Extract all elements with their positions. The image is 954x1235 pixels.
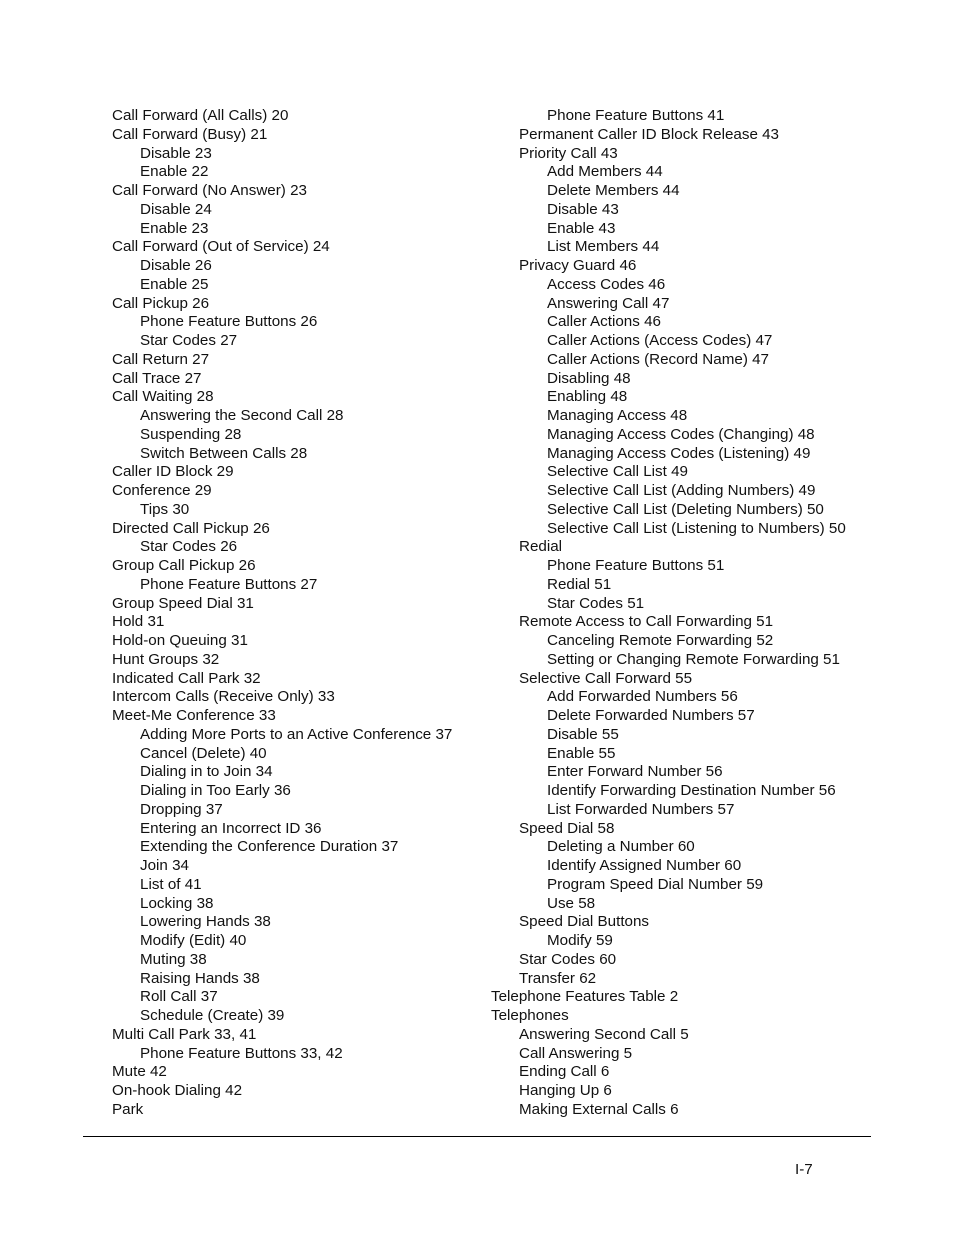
index-subentry: Speed Dial 58 [519, 819, 615, 837]
index-subentry: Disable 26 [140, 257, 212, 274]
index-subentry: Muting 38 [140, 950, 207, 968]
index-entry: Conference 29 [112, 482, 212, 499]
index-subentry: Locking 38 [140, 894, 214, 912]
index-subentry: Use 58 [547, 894, 596, 912]
index-subentry: Managing Access Codes (Listening) 49 [547, 444, 811, 462]
index-subentry: Dropping 37 [140, 800, 223, 818]
index-subentry: Disable 24 [140, 200, 212, 218]
index-entry: Call Forward (No Answer) 23 [112, 182, 307, 199]
index-subentry: Enable 43 [547, 219, 616, 237]
index-subentry: Switch Between Calls 28 [140, 444, 308, 462]
index-subentry: Selective Call List (Adding Numbers) 49 [547, 482, 816, 499]
index-subentry: Add Members 44 [547, 163, 663, 181]
index-subentry: Making External Calls 6 [519, 1100, 679, 1118]
index-subentry: Disable 55 [547, 725, 619, 743]
index-entry: Call Pickup 26 [112, 294, 210, 312]
index-subentry: Modify (Edit) 40 [140, 932, 247, 949]
index-entry: Call Return 27 [112, 350, 210, 368]
index-subentry: Enter Forward Number 56 [547, 763, 723, 781]
index-entry: Group Speed Dial 31 [112, 594, 254, 612]
index-subentry: Ending Call 6 [519, 1063, 610, 1081]
index-entry: Call Trace 27 [112, 369, 202, 387]
index-subentry: Remote Access to Call Forwarding 51 [519, 613, 774, 631]
index-subentry: List of 41 [140, 875, 202, 893]
index-subentry: Star Codes 27 [140, 332, 238, 349]
index-entry: Directed Call Pickup 26 [112, 519, 270, 537]
index-subentry: Selective Call List (Deleting Numbers) 50 [547, 500, 824, 518]
index-entry: Indicated Call Park 32 [112, 669, 261, 687]
index-subentry: Redial 51 [547, 575, 612, 593]
index-subentry: Program Speed Dial Number 59 [547, 875, 764, 893]
index-column-left [112, 107, 452, 1120]
index-entry: Meet-Me Conference 33 [112, 707, 276, 724]
index-subentry: Hanging Up 6 [519, 1082, 612, 1099]
index-subentry: Managing Access Codes (Changing) 48 [547, 425, 815, 443]
index-subentry: Enable 23 [140, 219, 209, 237]
index-entry: Hold 31 [112, 613, 165, 631]
index-subentry: Phone Feature Buttons 51 [547, 557, 725, 574]
index-subentry: Phone Feature Buttons 26 [140, 313, 318, 331]
index-subentry: Tips 30 [140, 500, 190, 518]
index-entry: Mute 42 [112, 1063, 167, 1081]
index-entry: Caller ID Block 29 [112, 463, 234, 481]
index-subentry: Cancel (Delete) 40 [140, 744, 267, 762]
index-subentry: Enable 25 [140, 275, 209, 293]
index-subentry: Answering Second Call 5 [519, 1025, 689, 1043]
index-subentry: Disable 23 [140, 144, 212, 162]
index-entry: Park [112, 1100, 144, 1118]
index-subentry: Schedule (Create) 39 [140, 1007, 285, 1024]
index-subentry: Identify Assigned Number 60 [547, 857, 742, 874]
index-subentry: Caller Actions 46 [547, 313, 661, 331]
index-subentry: Roll Call 37 [140, 988, 218, 1006]
index-subentry: Setting or Changing Remote Forwarding 51 [547, 650, 840, 668]
index-subentry: Dialing in Too Early 36 [140, 782, 291, 799]
index-entry: Hunt Groups 32 [112, 650, 220, 668]
index-subentry: Selective Call List 49 [547, 463, 688, 481]
index-entry: Call Forward (All Calls) 20 [112, 107, 289, 124]
index-subentry: Dialing in to Join 34 [140, 763, 273, 781]
index-subentry: Star Codes 60 [519, 950, 617, 968]
index-subentry: Suspending 28 [140, 425, 242, 443]
index-subentry: Speed Dial Buttons [519, 913, 650, 931]
index-entry: Telephones [491, 1007, 569, 1024]
index-subentry: Caller Actions (Access Codes) 47 [547, 332, 773, 349]
index-column-right [491, 107, 846, 1120]
index-subentry: Canceling Remote Forwarding 52 [547, 632, 774, 649]
index-subentry: List Forwarded Numbers 57 [547, 800, 735, 818]
index-subentry: Caller Actions (Record Name) 47 [547, 350, 769, 368]
index-entry: Group Call Pickup 26 [112, 557, 256, 574]
index-entry: Call Forward (Out of Service) 24 [112, 238, 330, 256]
index-entry: On-hook Dialing 42 [112, 1082, 243, 1099]
index-subentry: List Members 44 [547, 238, 660, 256]
index-subentry: Enable 55 [547, 744, 616, 762]
index-subentry: Transfer 62 [519, 969, 597, 987]
index-subentry: Entering an Incorrect ID 36 [140, 819, 322, 837]
index-subentry: Phone Feature Buttons 41 [547, 107, 725, 124]
index-subentry: Access Codes 46 [547, 275, 666, 293]
index-subentry: Selective Call Forward 55 [519, 669, 693, 687]
index-subentry: Star Codes 51 [547, 594, 645, 612]
footer-rule [83, 1136, 871, 1137]
index-subentry: Deleting a Number 60 [547, 838, 695, 856]
page-number: I-7 [795, 1161, 813, 1178]
index-subentry: Selective Call List (Listening to Numbers) 50 [547, 519, 846, 537]
index-subentry: Permanent Caller ID Block Release 43 [519, 125, 779, 143]
index-entry: Hold-on Queuing 31 [112, 632, 248, 649]
index-subentry: Identify Forwarding Destination Number 56 [547, 782, 836, 799]
index-subentry: Disable 43 [547, 200, 619, 218]
index-subentry: Raising Hands 38 [140, 969, 260, 987]
index-subentry: Redial [519, 538, 563, 556]
index-subentry: Phone Feature Buttons 27 [140, 575, 318, 593]
index-subentry: Lowering Hands 38 [140, 913, 271, 931]
index-subentry: Phone Feature Buttons 33, 42 [140, 1044, 343, 1062]
index-subentry: Extending the Conference Duration 37 [140, 838, 399, 856]
index-subentry: Enable 22 [140, 163, 209, 181]
index-entry: Call Waiting 28 [112, 388, 214, 406]
index-entry: Intercom Calls (Receive Only) 33 [112, 688, 335, 706]
index-subentry: Star Codes 26 [140, 538, 238, 556]
index-subentry: Disabling 48 [547, 369, 631, 387]
index-entry: Multi Call Park 33, 41 [112, 1025, 257, 1043]
index-entry: Call Forward (Busy) 21 [112, 125, 268, 143]
index-subentry: Enabling 48 [547, 388, 628, 406]
index-subentry: Call Answering 5 [519, 1044, 633, 1062]
index-subentry: Join 34 [140, 857, 189, 874]
index-subentry: Delete Forwarded Numbers 57 [547, 707, 755, 724]
index-subentry: Delete Members 44 [547, 182, 680, 199]
index-subentry: Answering Call 47 [547, 294, 670, 312]
index-subentry: Modify 59 [547, 932, 613, 949]
index-entry: Telephone Features Table 2 [491, 988, 679, 1006]
index-subentry: Add Forwarded Numbers 56 [547, 688, 738, 706]
index-subentry: Managing Access 48 [547, 407, 688, 424]
index-subentry: Privacy Guard 46 [519, 257, 637, 274]
index-subentry: Answering the Second Call 28 [140, 407, 344, 424]
index-subentry: Priority Call 43 [519, 144, 618, 162]
index-subentry: Adding More Ports to an Active Conference 37 [140, 725, 453, 743]
